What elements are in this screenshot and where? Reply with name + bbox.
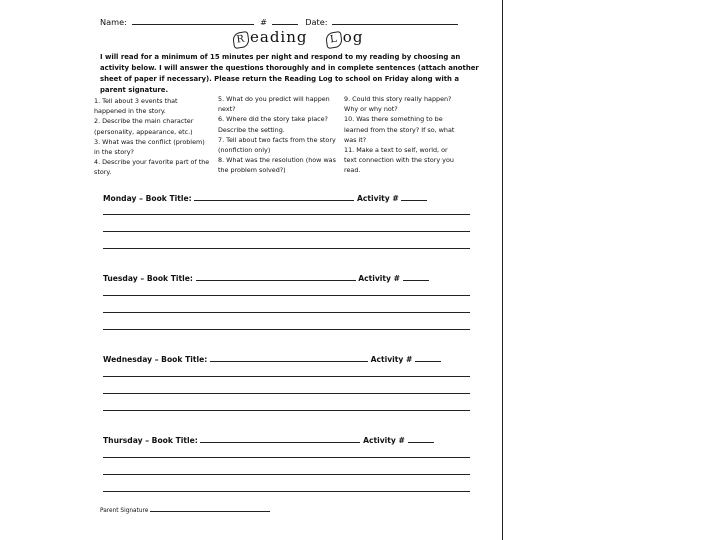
- activity-label: Activity #: [358, 274, 401, 283]
- book-title-blank[interactable]: [200, 432, 360, 443]
- activity-item: 2. Describe the main character (personality, appearance, etc.): [94, 117, 194, 136]
- header-row: [100, 14, 460, 27]
- activity-item: 7. Tell about two facts from the story (nonfiction only): [218, 135, 336, 155]
- activity-label: Activity #: [363, 436, 405, 445]
- parent-signature-label: Parent Signature: [100, 508, 149, 514]
- activity-item: 10. Was there something to be learned from the story? If so, what was it?: [344, 115, 455, 144]
- book-title-blank[interactable]: [196, 270, 356, 281]
- book-title-blank[interactable]: [210, 351, 368, 362]
- writing-line[interactable]: [103, 376, 470, 377]
- dash: –: [140, 274, 145, 283]
- activity-item: 3. What was the conflict (problem) in the story?: [94, 137, 205, 157]
- activity-item: 1. Tell about 3 events that happened in the story.: [94, 97, 178, 116]
- writing-line[interactable]: [103, 410, 470, 411]
- title-word-1: eading: [250, 28, 308, 46]
- day-name: Wednesday: [103, 355, 153, 364]
- day-entry-tuesday: [103, 270, 429, 283]
- day-entry-monday: [103, 190, 427, 203]
- writing-line[interactable]: [103, 231, 470, 232]
- title-letter-r: R: [232, 31, 250, 49]
- writing-line[interactable]: [103, 474, 470, 475]
- activity-column-3: [344, 94, 462, 176]
- activity-item: 8. What was the resolution (how was the problem solved?): [218, 156, 336, 175]
- day-name: Monday: [103, 194, 137, 203]
- worksheet-page: [82, 0, 503, 540]
- writing-line[interactable]: [103, 295, 470, 296]
- activity-item: 5. What do you predict will happen next?: [218, 95, 330, 114]
- day-entry-wednesday: [103, 351, 441, 364]
- writing-line[interactable]: [103, 214, 470, 215]
- instructions-paragraph: I will read for a minimum of 15 minutes per night and respond to my reading by choosing an activity below. I will answer the questions thoroughly and in complete sentences (attach another sheet of paper if necessary). Please return the Reading Log to school on Friday along with a parent signature.: [100, 53, 479, 94]
- activity-number-blank[interactable]: [408, 432, 434, 443]
- activity-column-2: [218, 94, 338, 176]
- page-title: [232, 28, 363, 48]
- dash: –: [139, 194, 143, 203]
- parent-signature-row: [100, 505, 270, 514]
- number-label: #: [260, 17, 268, 27]
- activity-label: Activity #: [370, 355, 413, 364]
- day-entry-thursday: [103, 432, 434, 445]
- number-blank[interactable]: [272, 14, 298, 25]
- writing-line[interactable]: [103, 457, 470, 458]
- activity-item: 4. Describe your favorite part of the story.: [94, 158, 210, 177]
- writing-line[interactable]: [103, 393, 470, 394]
- activity-item: 9. Could this story really happen? Why or why not?: [344, 95, 452, 114]
- activity-number-blank[interactable]: [415, 351, 441, 362]
- parent-signature-blank[interactable]: [150, 505, 270, 512]
- date-blank[interactable]: [332, 14, 458, 25]
- writing-line[interactable]: [103, 248, 470, 249]
- writing-line[interactable]: [103, 491, 470, 492]
- activity-label: Activity #: [357, 194, 399, 203]
- dash: –: [154, 355, 159, 364]
- activity-item: 6. Where did the story take place? Describe the setting.: [218, 115, 328, 134]
- activity-item: 11. Make a text to self, world, or text connection with the story you read.: [344, 146, 454, 175]
- title-word-2: og: [342, 28, 364, 46]
- book-title-label: Book Title:: [161, 355, 208, 364]
- name-blank[interactable]: [132, 14, 254, 25]
- day-name: Tuesday: [103, 274, 138, 283]
- writing-line[interactable]: [103, 329, 470, 330]
- activity-number-blank[interactable]: [401, 190, 427, 201]
- title-letter-l: L: [325, 31, 343, 49]
- activity-column-1: [94, 96, 210, 178]
- book-title-label: Book Title:: [145, 194, 192, 203]
- activity-number-blank[interactable]: [403, 270, 429, 281]
- book-title-label: Book Title:: [146, 274, 193, 283]
- writing-line[interactable]: [103, 312, 470, 313]
- book-title-label: Book Title:: [151, 436, 198, 445]
- date-label: Date:: [305, 17, 328, 27]
- day-name: Thursday: [103, 436, 143, 445]
- book-title-blank[interactable]: [194, 190, 354, 201]
- dash: –: [145, 436, 149, 445]
- name-label: Name:: [100, 17, 127, 27]
